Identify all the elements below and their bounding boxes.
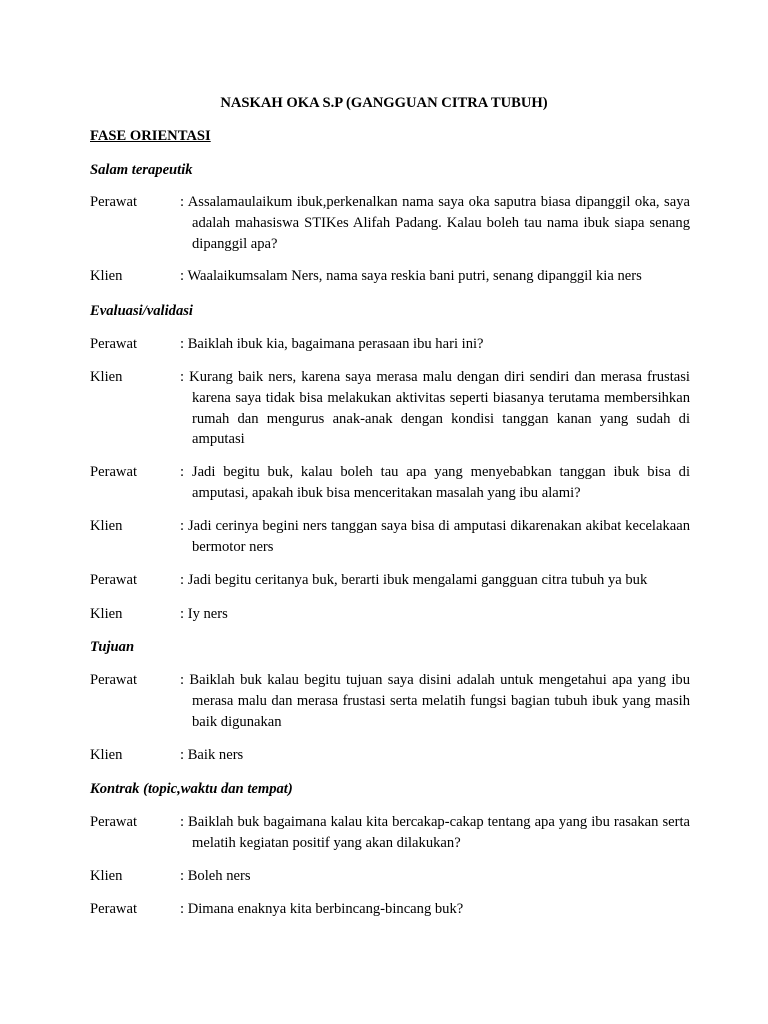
dialogue-text: : Iy ners [180,606,228,622]
dialogue-text: : Dimana enaknya kita berbincang-bincang buk? [180,901,464,917]
dialogue-text: : Jadi begitu ceritanya buk, berarti ibuk mengalami gangguan citra tubuh ya buk [180,572,648,588]
section-tujuan-heading: Tujuan [90,639,135,655]
dialogue-text: : Baiklah ibuk kia, bagaimana perasaan ibu hari ini? [180,336,484,352]
dialogue-text: : Waalaikumsalam Ners, nama saya reskia bani putri, senang dipanggil kia ners [180,268,642,284]
speaker-label: Perawat [90,464,138,480]
section-kontrak-heading: Kontrak (topic,waktu dan tempat) [90,781,293,797]
dialogue-text: : Baiklah buk kalau begitu tujuan saya disini adalah untuk mengetahui apa yang ibu merasa malu dan merasa frustasi serta melatih fungsi bagian tubuh ibuk yang masih baik digunakan [180,672,690,730]
speaker-label: Perawat [90,672,138,688]
dialogue-text: : Assalamaulaikum ibuk,perkenalkan nama saya oka saputra biasa dipanggil oka, saya adalah mahasiswa STIKes Alifah Padang. Kalau boleh tau nama ibuk siapa senang dipanggil apa? [180,194,690,252]
speaker-label: Klien [90,518,123,534]
dialogue-text: : Baik ners [180,747,244,763]
dialogue-text: : Boleh ners [180,868,251,884]
dialogue-text: : Kurang baik ners, karena saya merasa malu dengan diri sendiri dan merasa frustasi karena saya tidak bisa melakukan aktivitas seperti biasanya terutama membersihkan rumah dan mengurus anak-anak dengan kondisi tanggan kanan yang sudah di amputasi [180,369,690,448]
speaker-label: Perawat [90,194,138,210]
speaker-label: Perawat [90,336,138,352]
section-evaluasi-heading: Evaluasi/validasi [90,303,193,319]
speaker-label: Klien [90,369,123,385]
speaker-label: Klien [90,868,123,884]
document-title: NASKAH OKA S.P (GANGGUAN CITRA TUBUH) [220,95,548,111]
speaker-label: Klien [90,747,123,763]
phase-heading: FASE ORIENTASI [90,128,211,144]
section-salam-heading: Salam terapeutik [90,162,193,178]
speaker-label: Perawat [90,814,138,830]
speaker-label: Klien [90,268,123,284]
speaker-label: Perawat [90,901,138,917]
dialogue-text: : Jadi begitu buk, kalau boleh tau apa yang menyebabkan tanggan ibuk bisa di amputasi, apakah ibuk bisa menceritakan masalah yang ibu alami? [180,464,690,501]
dialogue-text: : Baiklah buk bagaimana kalau kita bercakap-cakap tentang apa yang ibu rasakan serta melatih kegiatan positif yang akan dilakukan? [180,814,690,851]
dialogue-text: : Jadi cerinya begini ners tanggan saya bisa di amputasi dikarenakan akibat kecelakaan bermotor ners [180,518,690,555]
speaker-label: Perawat [90,572,138,588]
speaker-label: Klien [90,606,123,622]
